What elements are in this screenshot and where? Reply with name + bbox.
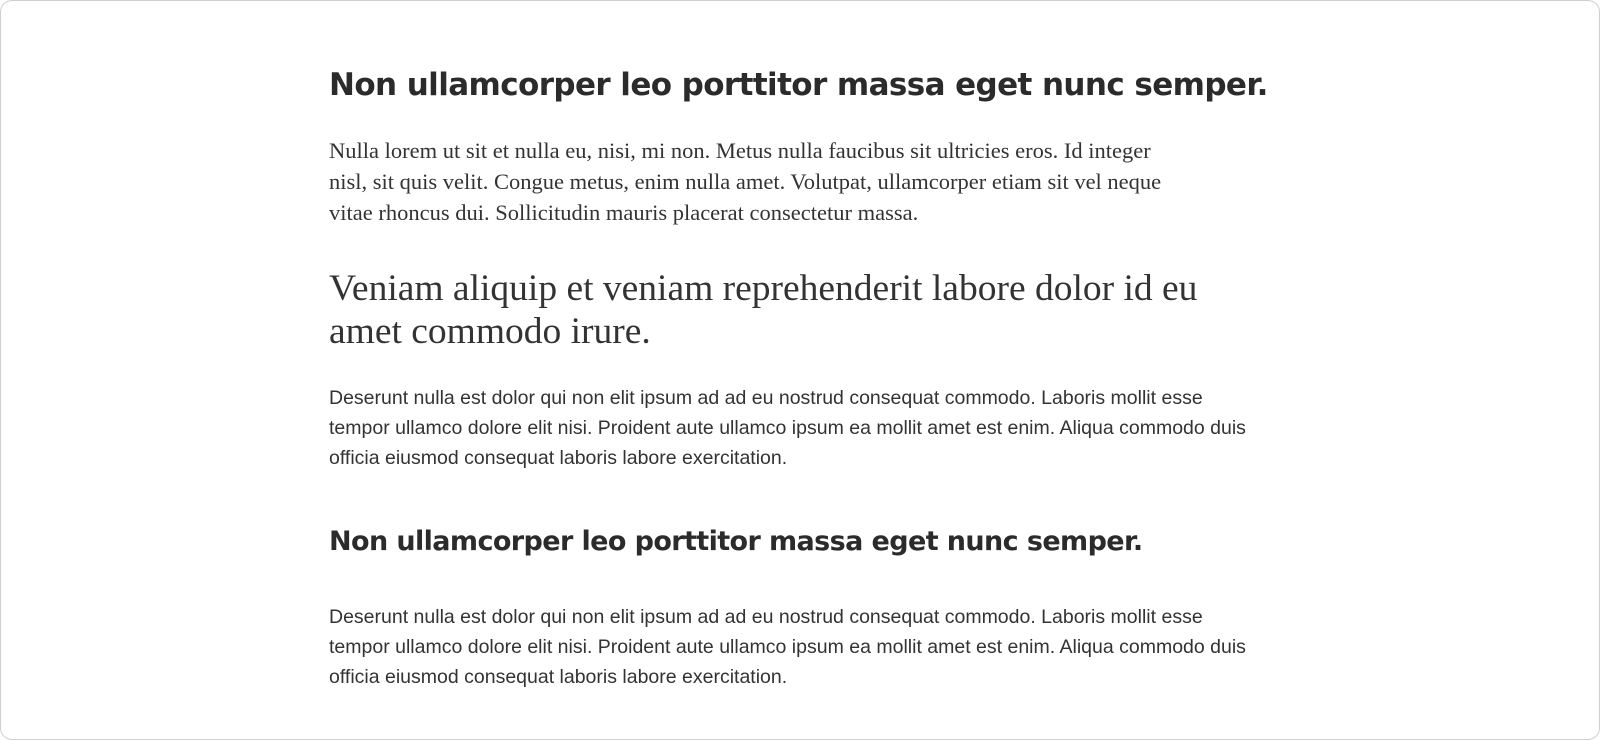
serif-paragraph: Nulla lorem ut sit et nulla eu, nisi, mi non. Metus nulla faucibus sit ultricies eros. Id integer nisl, sit quis velit. Congue metus, enim nulla amet. Volutpat, ullamcorper etiam sit vel neque vitae rhoncus dui. Sollicitudin mauris placerat consectetur massa. (329, 138, 1162, 225)
heading-condensed: Non ullamcorper leo porttitor massa eget nunc semper. (329, 526, 1143, 557)
sans-paragraph-second: Deserunt nulla est dolor qui non elit ipsum ad ad eu nostrud consequat commodo. Laboris mollit esse tempor ullamco dolore elit nisi. Proident aute ullamco ipsum ea mollit amet est enim. Aliqua commodo duis officia eiusmod consequat laboris labore exercitation. (329, 606, 1246, 688)
heading-serif-display: Veniam aliquip et veniam reprehenderit labore dolor id eu amet commodo irure. (329, 268, 1198, 352)
heading-primary: Non ullamcorper leo porttitor massa eget nunc semper. (329, 67, 1268, 103)
sans-paragraph-first: Deserunt nulla est dolor qui non elit ipsum ad ad eu nostrud consequat commodo. Laboris mollit esse tempor ullamco dolore elit nisi. Proident aute ullamco ipsum ea mollit amet est enim. Aliqua commodo duis officia eiusmod consequat laboris labore exercitation. (329, 387, 1246, 469)
